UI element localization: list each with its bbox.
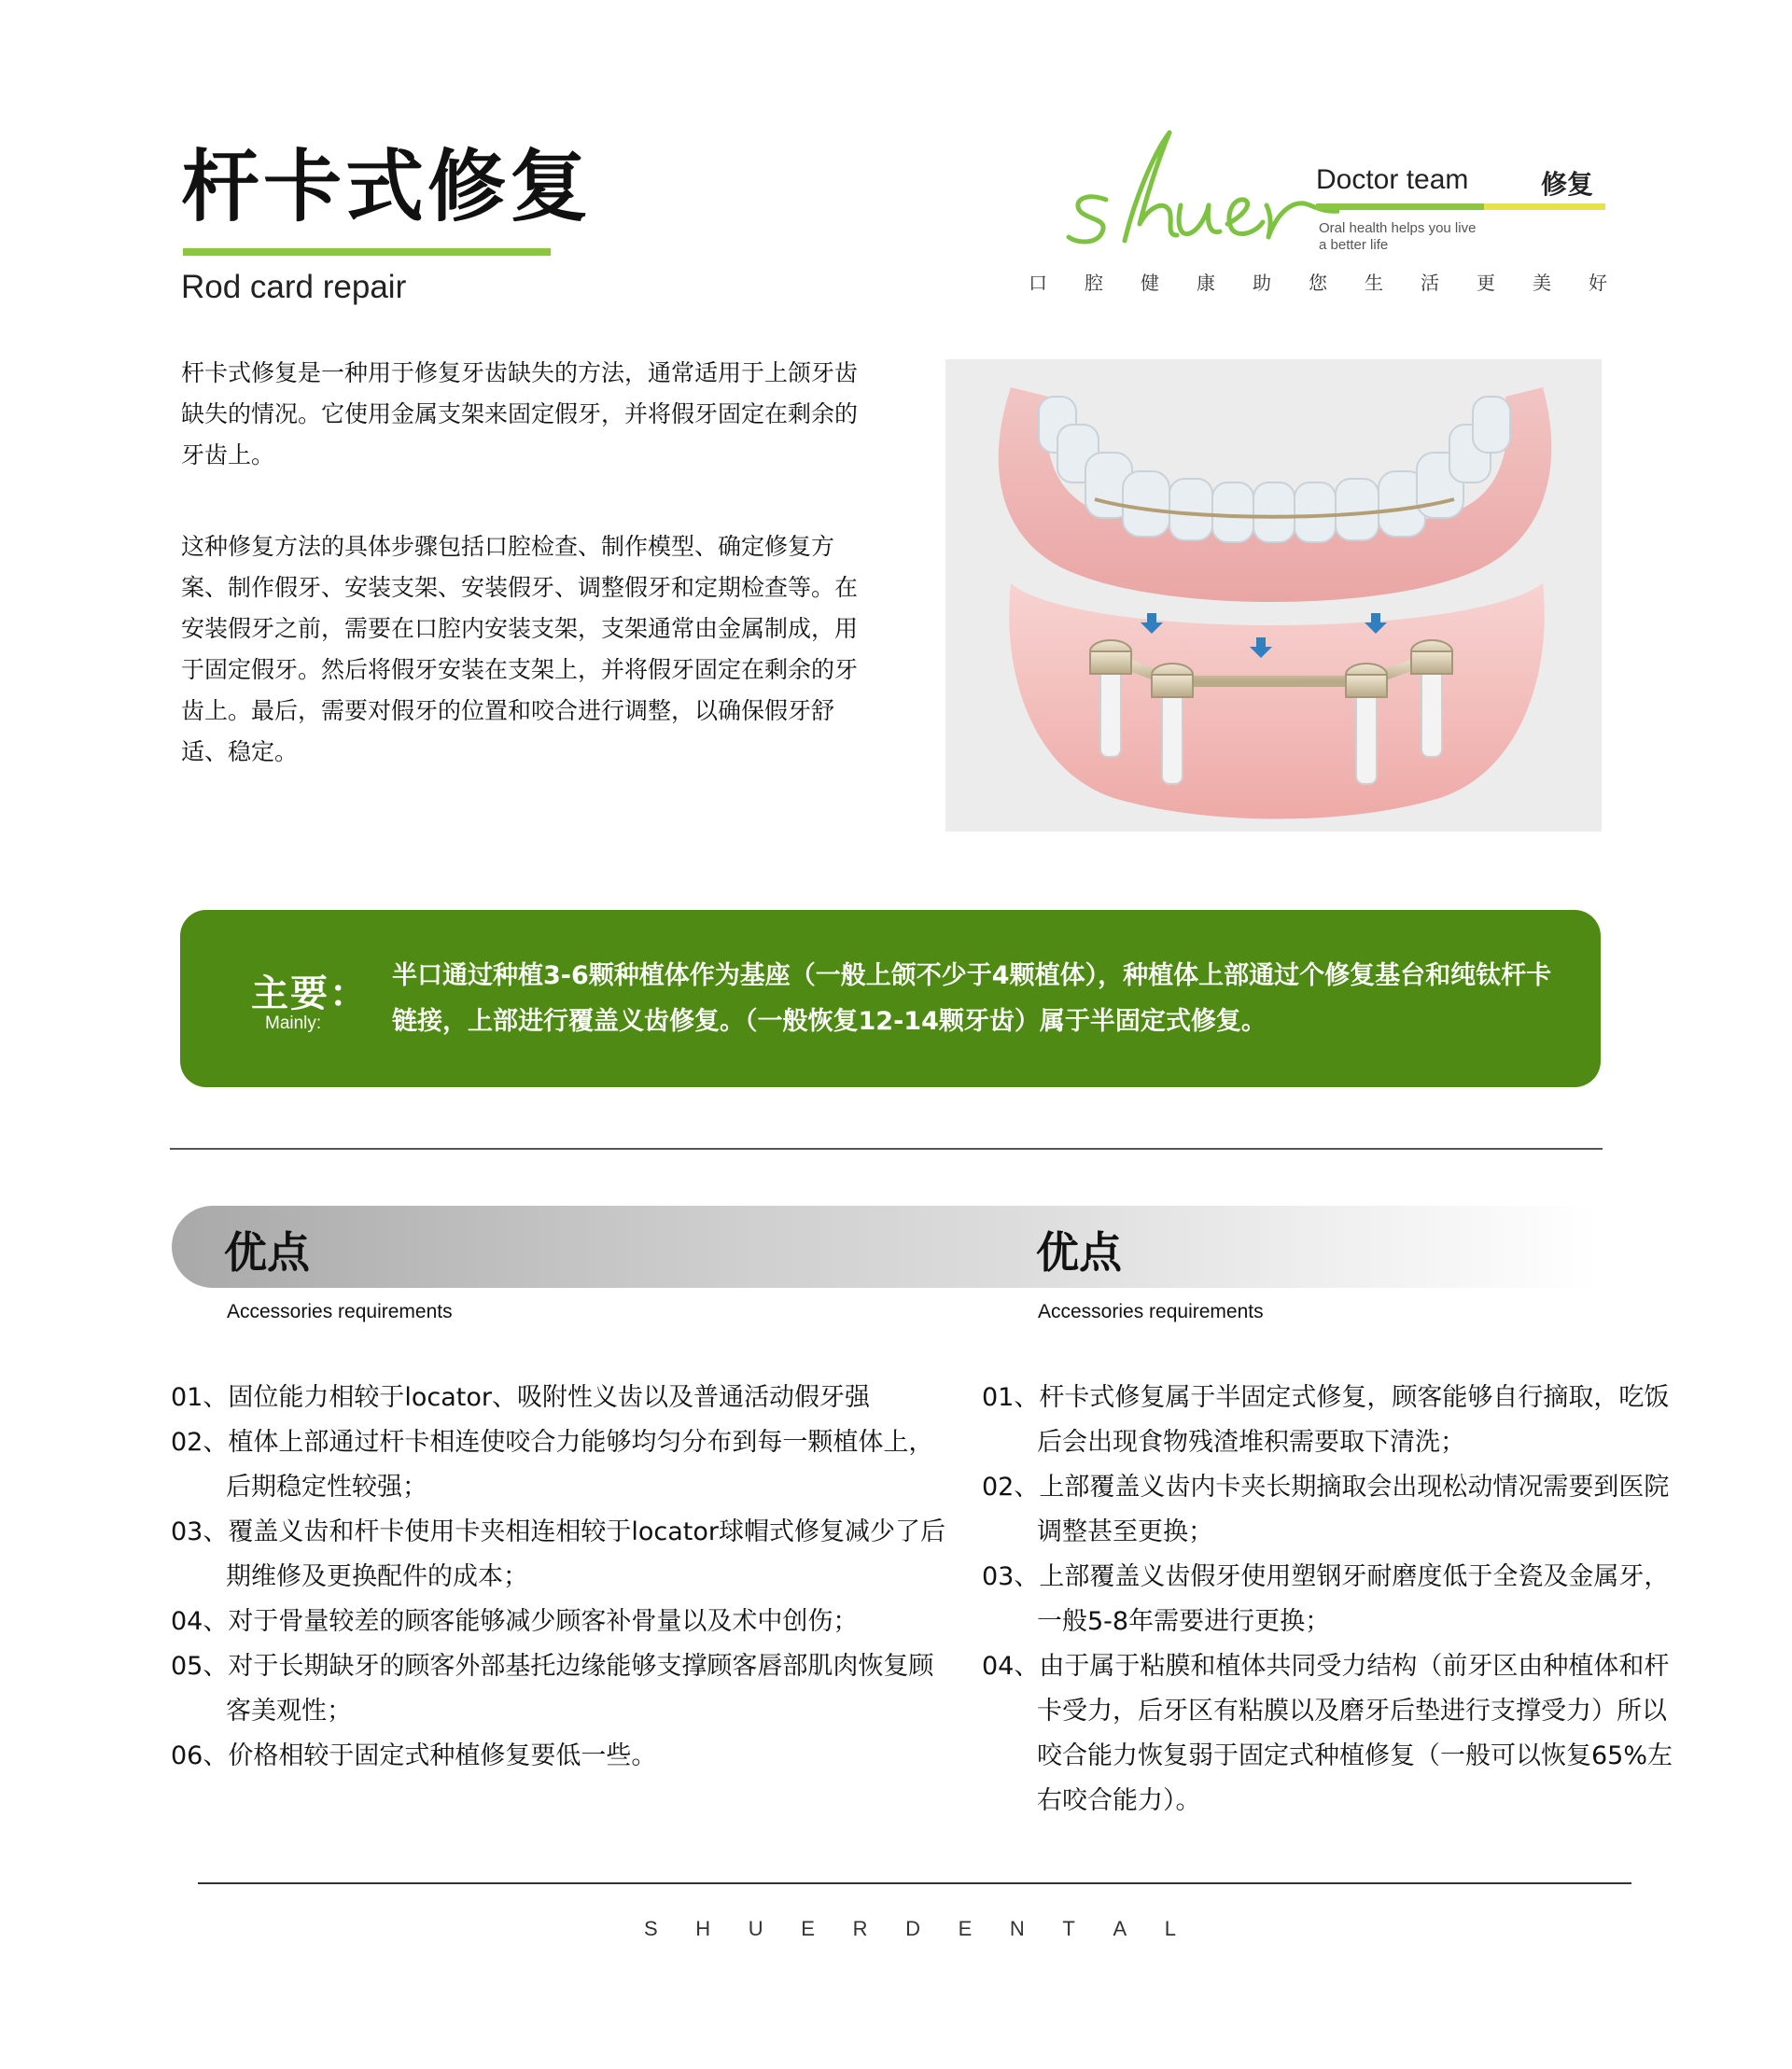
slogan-char: 美 xyxy=(1533,272,1551,294)
list-item: 04、对于骨量较差的顾客能够减少顾客补骨量以及术中创伤； xyxy=(171,1607,859,1636)
advantages-list-right xyxy=(982,1376,1677,1824)
footer-letter: U xyxy=(748,1917,763,1940)
brand-color-bar xyxy=(1316,203,1605,210)
footer-letter: E xyxy=(801,1917,815,1940)
shuer-script-logo xyxy=(1059,127,1339,248)
slogan-char: 您 xyxy=(1309,272,1327,294)
list-item: 03、上部覆盖义齿假牙使用塑钢牙耐磨度低于全瓷及金属牙，一般5-8年需要进行更换； xyxy=(982,1562,1670,1636)
implant-diagram-svg xyxy=(945,359,1602,832)
slogan-char: 助 xyxy=(1253,272,1271,294)
slogan-char: 更 xyxy=(1477,272,1495,294)
slogan-char: 腔 xyxy=(1085,272,1103,294)
list-item: 01、杆卡式修复属于半固定式修复，顾客能够自行摘取，吃饭后会出现食物残渣堆积需要取下清洗； xyxy=(982,1383,1670,1457)
page-title: 杆卡式修复 xyxy=(181,141,593,232)
footer-letter: D xyxy=(905,1917,920,1940)
footer-letter: T xyxy=(1062,1917,1075,1940)
footer-letter: H xyxy=(695,1917,711,1940)
list-item: 02、植体上部通过杆卡相连使咬合力能够均匀分布到每一颗植体上，后期稳定性较强； xyxy=(171,1428,934,1502)
footer-brand xyxy=(644,1917,1176,1941)
list-item: 02、上部覆盖义齿内卡夹长期摘取会出现松动情况需要到医院调整甚至更换； xyxy=(982,1473,1670,1546)
list-item: 06、价格相较于固定式种植修复要低一些。 xyxy=(171,1741,657,1770)
slogan-char: 健 xyxy=(1141,272,1159,294)
brand-slogan: Oral health helps you live a better life xyxy=(1319,220,1477,253)
footer-divider xyxy=(198,1882,1631,1884)
section-divider xyxy=(170,1148,1603,1150)
main-summary-box xyxy=(180,910,1601,1087)
advantages-banner xyxy=(172,1206,1600,1288)
footer-letter: A xyxy=(1113,1917,1127,1940)
list-item: 03、覆盖义齿和杆卡使用卡夹相连相较于locator球帽式修复减少了后期维修及更换配件的成本； xyxy=(171,1517,945,1591)
brand-tag-label: 修复 xyxy=(1541,169,1594,200)
advantages-list-left xyxy=(171,1376,945,1779)
advantages-subtitle-right: Accessories requirements xyxy=(1038,1301,1264,1322)
slogan-char: 活 xyxy=(1421,272,1439,294)
footer-letter: R xyxy=(852,1917,868,1940)
advantages-title-left: 优点 xyxy=(224,1227,310,1278)
main-text: 半口通过种植3-6颗种植体作为基座（一般上颌不少于4颗植体），种植体上部通过个修复基台和纯钛杆卡链接，上部进行覆盖义齿修复。（一般恢复12-14颗牙齿）属于半固定式修复。 xyxy=(392,961,1552,1036)
brand-team-label: Doctor team xyxy=(1316,164,1469,195)
footer-letter: S xyxy=(644,1917,658,1940)
main-label-en: Mainly: xyxy=(265,1014,322,1033)
slogan-char: 生 xyxy=(1365,272,1383,294)
footer-letter: L xyxy=(1164,1917,1176,1940)
list-item: 01、固位能力相较于locator、吸附性义齿以及普通活动假牙强 xyxy=(171,1383,870,1412)
advantages-title-right: 优点 xyxy=(1036,1227,1122,1278)
footer-letter: N xyxy=(1009,1917,1025,1940)
advantages-subtitle-left: Accessories requirements xyxy=(227,1301,453,1322)
page-subtitle: Rod card repair xyxy=(181,269,407,305)
list-item: 05、对于长期缺牙的顾客外部基托边缘能够支撑顾客唇部肌肉恢复顾客美观性； xyxy=(171,1652,934,1726)
slogan-char: 好 xyxy=(1589,272,1607,294)
intro-paragraph-2: 这种修复方法的具体步骤包括口腔检查、制作模型、确定修复方案、制作假牙、安装支架、安装假牙、调整假牙和定期检查等。在安装假牙之前，需要在口腔内安装支架，支架通常由金属制成，用于固定假牙。然后将假牙安装在支架上，并将假牙固定在剩余的牙齿上。最后，需要对假牙的位置和咬合进行调整，以确保假牙舒适、稳定。 xyxy=(181,533,859,765)
main-label: 主要： xyxy=(251,972,369,1015)
title-underline xyxy=(183,248,551,256)
slogan-char: 康 xyxy=(1197,272,1215,294)
brand-slogan-cn xyxy=(1029,268,1607,295)
dental-implant-bar-illustration xyxy=(945,359,1602,832)
slogan-char: 口 xyxy=(1029,272,1047,294)
intro-paragraph-1: 杆卡式修复是一种用于修复牙齿缺失的方法，通常适用于上颌牙齿缺失的情况。它使用金属支架来固定假牙，并将假牙固定在剩余的牙齿上。 xyxy=(181,359,859,468)
brand-logo xyxy=(1029,127,1619,304)
list-item: 04、由于属于粘膜和植体共同受力结构（前牙区由种植体和杆卡受力，后牙区有粘膜以及磨牙后垫进行支撑受力）所以咬合能力恢复弱于固定式种植修复（一般可以恢复65%左右咬合能力）。 xyxy=(982,1652,1673,1815)
footer-letter: E xyxy=(958,1917,973,1940)
